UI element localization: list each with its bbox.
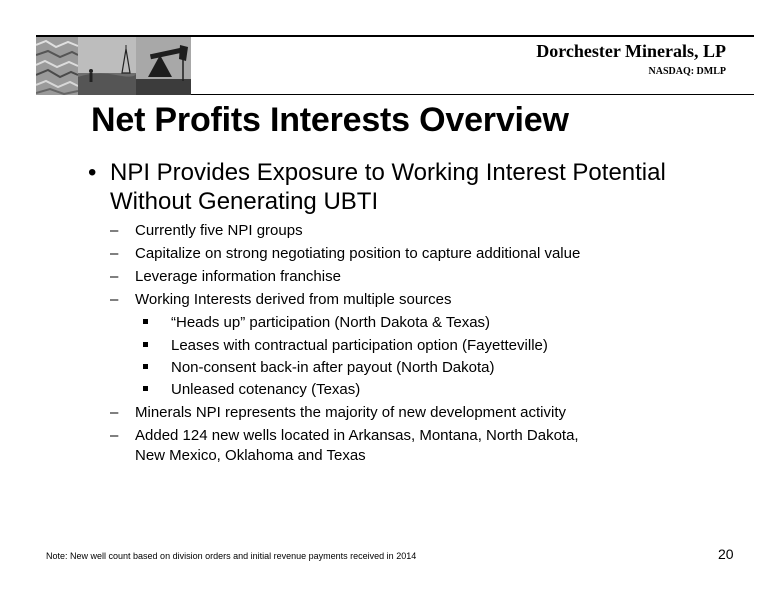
dash-marker: –: [110, 268, 119, 285]
header-photo-banner: [36, 37, 191, 95]
sub-bullet-text: Capitalize on strong negotiating position to capture additional value: [135, 245, 581, 262]
square-bullet-icon: [143, 364, 148, 369]
new-wells-line-2: New Mexico, Oklahoma and Texas: [135, 447, 366, 464]
new-wells-line-1: Added 124 new wells located in Arkansas, Montana, North Dakota,: [135, 427, 579, 444]
source-text: Unleased cotenancy (Texas): [171, 381, 361, 398]
main-bullet-line-2: Without Generating UBTI: [110, 188, 379, 215]
square-bullet-icon: [143, 342, 148, 347]
main-bullet-line-1: NPI Provides Exposure to Working Interest Potential: [110, 159, 666, 186]
header-bottom-rule: [191, 94, 754, 95]
ticker-symbol: NASDAQ: DMLP: [648, 66, 726, 77]
source-text: Non-consent back-in after payout (North Dakota): [171, 359, 495, 376]
dash-marker: –: [110, 245, 119, 262]
dash-marker: –: [110, 427, 119, 444]
square-bullet-icon: [143, 386, 148, 391]
source-text: Leases with contractual participation option (Fayetteville): [171, 337, 548, 354]
page-number: 20: [718, 546, 734, 562]
dash-marker: –: [110, 404, 119, 421]
company-name: Dorchester Minerals, LP: [536, 41, 726, 61]
sub-bullet-text: Currently five NPI groups: [135, 222, 303, 239]
pumpjack-image: [136, 37, 191, 95]
footnote: Note: New well count based on division orders and initial revenue payments received in 2014: [46, 551, 417, 561]
main-bullet-text: [110, 158, 750, 216]
field-rig-image: [78, 37, 136, 95]
sub-bullet-text: Leverage information franchise: [135, 268, 341, 285]
rock-texture-image: [36, 37, 78, 95]
sub-bullet-text: [135, 426, 579, 466]
slide-title: Net Profits Interests Overview: [91, 101, 569, 139]
square-bullet-icon: [143, 319, 148, 324]
sub-bullet-text: Minerals NPI represents the majority of new development activity: [135, 404, 567, 421]
bullet-marker: •: [88, 159, 97, 186]
dash-marker: –: [110, 222, 119, 239]
dash-marker: –: [110, 291, 119, 308]
source-text: “Heads up” participation (North Dakota & Texas): [171, 314, 491, 331]
sub-bullet-text: Working Interests derived from multiple sources: [135, 291, 452, 308]
